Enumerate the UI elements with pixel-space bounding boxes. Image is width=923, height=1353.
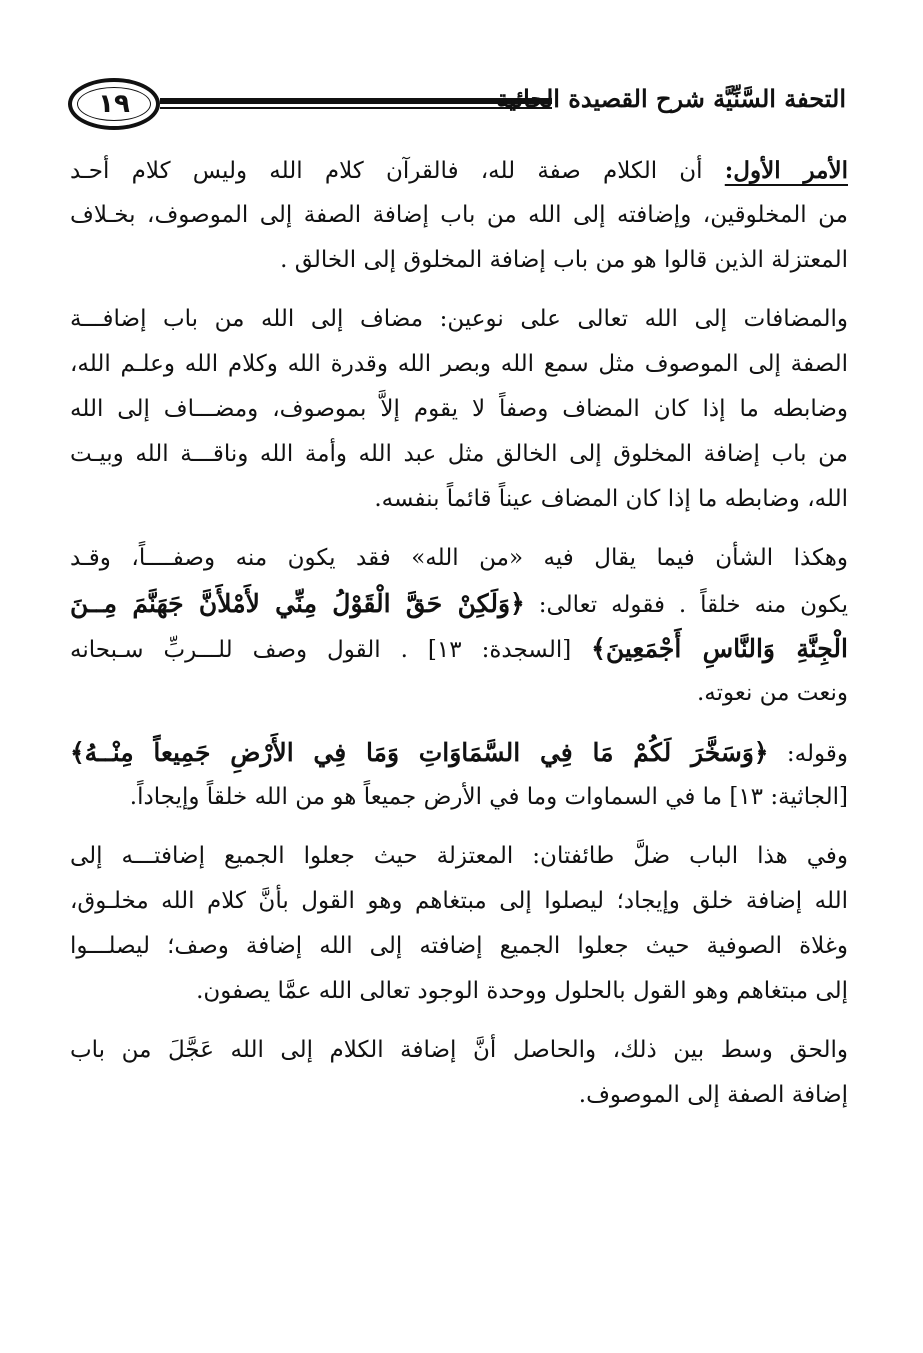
text-line: ونعت من نعوته. <box>696 680 848 706</box>
text-line: الله إضافة خلق وإيجاد؛ ليصلوا إلى مبتغاهم وهو القول بأنَّ كلام الله مخلـوق، <box>70 888 848 914</box>
header-rule <box>160 95 552 111</box>
text-line: وغلاة الصوفية حيث جعلوا الجميع إضافته إلى الله إضافة وصف؛ ليصلـــوا <box>70 933 848 959</box>
text-line: من باب إضافة المخلوق إلى الخالق مثل عبد الله وأمة الله وناقـــة الله وبيـت <box>70 441 848 467</box>
header-rule-thick <box>160 98 552 104</box>
text-line <box>70 626 848 671</box>
text-run: أن الكلام صفة لله، فالقرآن كلام الله وليس كلام أحـد <box>70 158 725 184</box>
text-line: والمضافات إلى الله تعالى على نوعين: مضاف إلى الله من باب إضافـــة <box>70 306 848 332</box>
text-line: الصفة إلى الموصوف مثل سمع الله وبصر الله وقدرة الله وكلام الله وعلـم الله، <box>70 351 848 377</box>
text-line: إلى مبتغاهم وهو القول بالحلول ووحدة الوجود تعالى الله عمَّا يصفون. <box>196 978 848 1004</box>
paragraph-from-allah <box>70 536 848 716</box>
paragraph-two-groups <box>70 834 848 1014</box>
text-line: وضابطه ما إذا كان المضاف وصفاً لا يقوم إلاَّ بموصوف، ومضـــاف إلى الله <box>70 396 848 422</box>
section-lead: الأمر الأول: <box>724 157 848 184</box>
text-line <box>70 730 848 775</box>
quran-verse: ﴿وَلَكِنْ حَقَّ الْقَوْلُ مِنِّي لأَمْلأَنَّ جَهَنَّمَ مِــنَ <box>70 589 525 618</box>
verse-citation: [السجدة: ١٣] . القول وصف للـــربِّ سـبحانه <box>70 637 592 663</box>
text-run: وقوله: <box>768 741 848 767</box>
book-title: التحفة السَّنِّيَّة شرح القصيدة الحائية <box>496 84 846 113</box>
text-line: [الجاثية: ١٣] ما في السماوات وما في الأرض جميعاً هو من الله خلقاً وإيجاداً. <box>129 784 848 810</box>
text-line: إضافة الصفة إلى الموصوف. <box>578 1082 848 1108</box>
text-run: يكون منه خلقاً . فقوله تعالى: <box>524 592 848 618</box>
paragraph-attributions <box>70 297 848 522</box>
text-line <box>70 581 848 626</box>
page-header <box>68 78 846 134</box>
quran-verse: الْجِنَّةِ وَالنَّاسِ أَجْمَعِينَ﴾ <box>591 634 848 663</box>
text-line: من المخلوقين، وإضافته إلى الله من باب إضافة الصفة إلى الموصوف، بخـلاف <box>70 202 848 228</box>
text-line: وفي هذا الباب ضلَّ طائفتان: المعتزلة حيث جعلوا الجميع إضافتـــه إلى <box>70 843 848 869</box>
text-line: الله، وضابطه ما إذا كان المضاف عيناً قائماً بنفسه. <box>374 486 848 512</box>
text-line: والحق وسط بين ذلك، والحاصل أنَّ إضافة الكلام إلى الله عَجَّلَ من باب <box>70 1037 848 1063</box>
page-body <box>70 148 848 1132</box>
quran-verse: ﴿وَسَخَّرَ لَكُمْ مَا فِي السَّمَاوَاتِ وَمَا فِي الأَرْضِ جَمِيعاً مِنْــهُ﴾ <box>70 738 769 767</box>
text-line: المعتزلة الذين قالوا هو من باب إضافة المخلوق إلى الخالق . <box>280 247 848 273</box>
paragraph-conclusion <box>70 1028 848 1118</box>
header-rule-thin <box>160 107 552 109</box>
page-number-badge <box>68 78 160 130</box>
text-line <box>70 148 848 193</box>
paragraph-subjugation-verse <box>70 730 848 820</box>
text-line: وهكذا الشأن فيما يقال فيه «من الله» فقد يكون منه وصفــــاً، وقـد <box>70 545 848 571</box>
page-number: ١٩ <box>98 89 130 119</box>
paragraph-first-matter <box>70 148 848 283</box>
